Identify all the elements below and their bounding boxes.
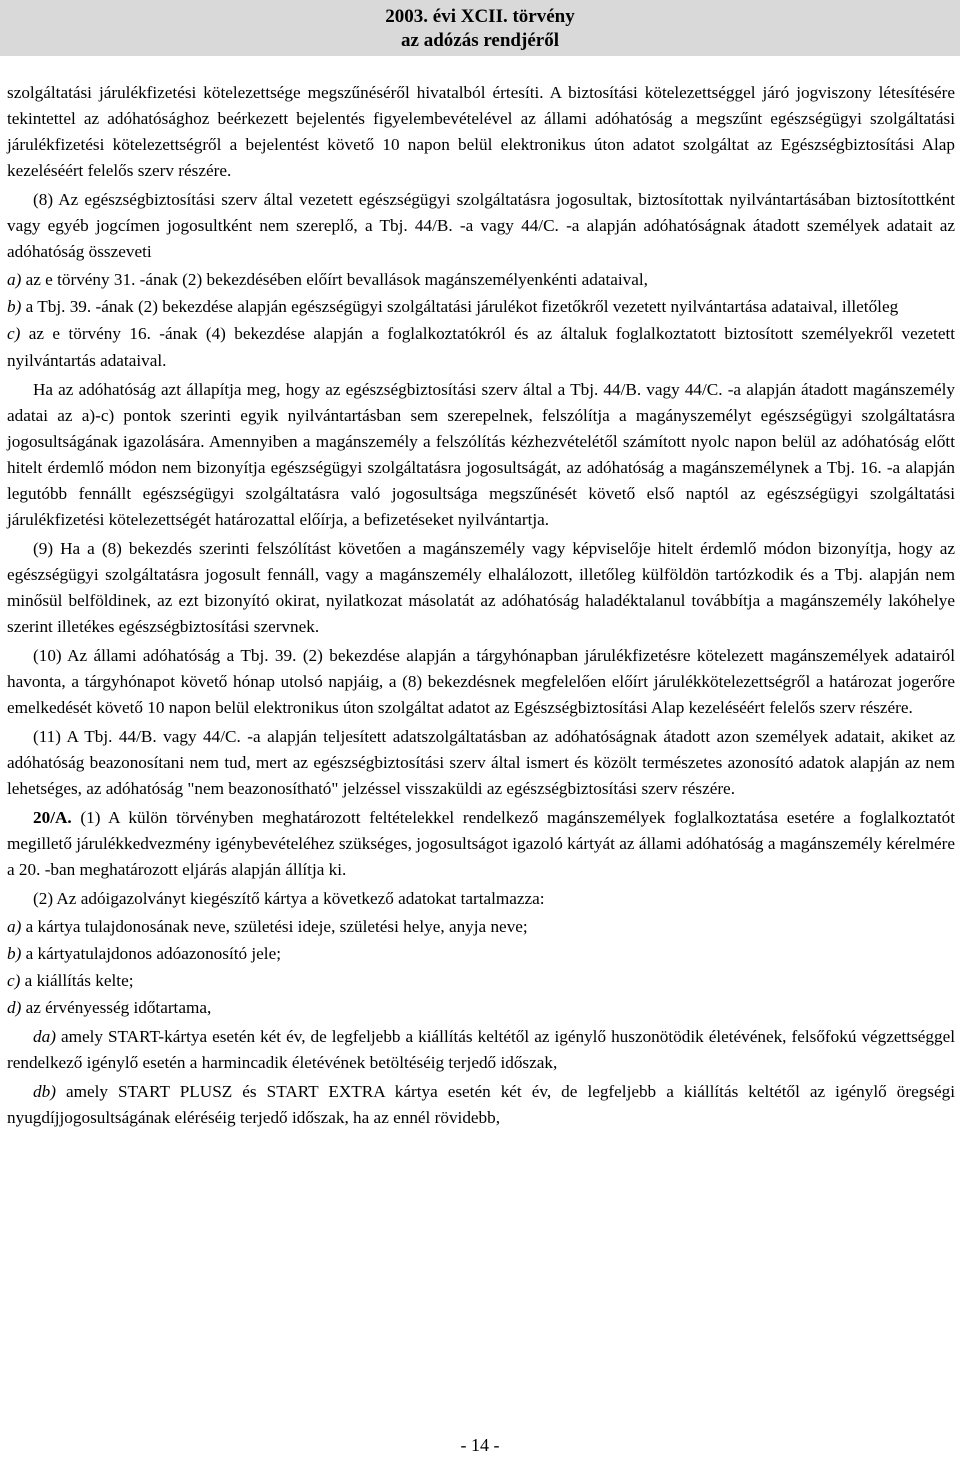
list-text: amely START-kártya esetén két év, de legfeljebb a kiállítás keltétől az igénylő huszonötödik életévének, felsőfokú végzettséggel rendelkező igénylő esetén a harmincadik életévének betöltéséig terjedő időszak, [7, 1027, 955, 1072]
list-label: a) [7, 270, 22, 289]
list-item-8c [7, 320, 955, 374]
section-20a [7, 805, 955, 883]
section-20a-2: (2) Az adóigazolványt kiegészítő kártya a következő adatokat tartalmazza: [33, 889, 545, 908]
list-label: c) [7, 324, 21, 343]
list-text: a Tbj. 39. -ának (2) bekezdése alapján egészségügyi szolgáltatási járulékot fizetőkről vezetett nyilvántartása adataival, illetőleg [21, 297, 899, 316]
header-law-subtitle: az adózás rendjéről [401, 30, 559, 51]
section-title: 20/A. [33, 808, 72, 827]
list-text: a kártyatulajdonos adóazonosító jele; [21, 944, 281, 963]
page-header [0, 0, 960, 56]
list-label: d) [7, 998, 22, 1017]
list-item-d [7, 994, 955, 1021]
paragraph-10: (10) Az állami adóhatóság a Tbj. 39. (2) bekezdése alapján a tárgyhónapban járulékfizetésre kötelezett magánszemélyek adatairól havonta, a tárgyhónapot követő hónap utolsó napjáig, a (8) bekezdésnek megfelelően előírt járulékkötelezettségről a határozat jogerőre emelkedését követő 10 napon belül elektronikus úton szolgáltat adatot az Egészségbiztosítási Alap kezeléséért felelős szerv részére. [7, 646, 955, 717]
list-item-8a [7, 266, 955, 293]
list-label: db) [33, 1082, 56, 1101]
list-item-db [7, 1079, 955, 1131]
list-label: b) [7, 297, 22, 316]
paragraph-8: (8) Az egészségbiztosítási szerv által vezetett egészségügyi szolgáltatásra jogosultak, biztosítottak nyilvántartásában biztosítottként vagy egyéb jogcímen jogosultként nem szereplő, a Tbj. 44/B. -a vagy 44/C. -a alapján adóhatóságnak átadott személyek adatait az adóhatóság összeveti [7, 190, 955, 261]
document-body [7, 80, 955, 1132]
list-label: a) [7, 917, 22, 936]
list-text: a kiállítás kelte; [20, 971, 134, 990]
list-label: c) [7, 971, 21, 990]
section-text: (1) A külön törvényben meghatározott feltételekkel rendelkező magánszemélyek foglalkoztatása esetére a foglalkoztatót megillető járulékkedvezmény igénybevételéhez szükséges, jogosultságot igazoló kártyát az állami adóhatóság a magánszemély kérelmére a 20. -ban meghatározott eljárás alapján állítja ki. [7, 808, 955, 879]
page-number: - 14 - [460, 1435, 500, 1455]
list-item-a [7, 913, 955, 940]
list-text: a kártya tulajdonosának neve, születési ideje, születési helye, anyja neve; [21, 917, 528, 936]
paragraph-continuation: szolgáltatási járulékfizetési kötelezettsége megszűnéséről hivatalból értesíti. A biztosítási kötelezettséggel járó jogviszony létesítésére tekintettel az adóhatósághoz beérkezett bejelentés figyelembevételével az állami adóhatóság a megszűnt egészségügyi szolgáltatási járulékfizetési kötelezettségről a bejelentést követő 10 napon belül elektronikus úton adatot szolgáltat az Egészségbiztosítási Alap kezeléséért felelős szerv részére. [7, 83, 955, 180]
list-item-8b [7, 293, 955, 320]
list-item-b [7, 940, 955, 967]
paragraph-11: (11) A Tbj. 44/B. vagy 44/C. -a alapján teljesített adatszolgáltatásban az adóhatóságnak átadott azon személyek adatait, akiket az adóhatóság beazonosítani nem tud, mert az egészségbiztosítási szerv által ismert és közölt természetes azonosító adatok alapján az nem lehetséges, az adóhatóság "nem beazonosítható" jelzéssel visszaküldi az egészségbiztosítási szerv részére. [7, 727, 955, 798]
header-law-title: 2003. évi XCII. törvény [385, 6, 575, 27]
list-item-da [7, 1024, 955, 1076]
paragraph-9: (9) Ha a (8) bekezdés szerinti felszólítást követően a magánszemély vagy képviselője hitelt érdemlő módon bizonyítja, hogy az egészségügyi szolgáltatásra jogosult fennáll, vagy a magánszemély elhalálozott, illetőleg külföldön tartózkodik és a Tbj. alapján nem minősül belföldinek, az ezt bizonyító okirat, nyilatkozat másolatát az adóhatóság haladéktalanul továbbítja a magánszemély lakóhelye szerint illetékes egészségbiztosítási szervnek. [7, 539, 955, 636]
list-text: amely START PLUSZ és START EXTRA kártya esetén két év, de legfeljebb a kiállítás keltétől az igénylő öregségi nyugdíjjogosultságának eléréséig terjedő időszak, ha az ennél rövidebb, [7, 1082, 955, 1127]
list-text: az e törvény 31. -ának (2) bekezdésében előírt bevallások magánszemélyenkénti adataival, [21, 270, 648, 289]
list-text: az e törvény 16. -ának (4) bekezdése alapján a foglalkoztatókról és az általuk foglalkoztatott biztosított személyekről vezetett nyilvántartás adataival. [7, 324, 955, 370]
list-item-c [7, 967, 955, 994]
list-text: az érvényesség időtartama, [21, 998, 212, 1017]
list-label: da) [33, 1027, 56, 1046]
list-label: b) [7, 944, 22, 963]
paragraph-8-continued: Ha az adóhatóság azt állapítja meg, hogy az egészségbiztosítási szerv által a Tbj. 44/B. vagy 44/C. -a alapján átadott magánszemély adatai az a)-c) pontok szerinti egyik nyilvántartásban sem szerepelnek, felszólítja a magányszemélyt egészségügyi szolgáltatásra jogosultságának igazolására. Amennyiben a magánszemély a felszólítás kézhezvételétől számított nyolc napon belül az adóhatóság előtt hitelt érdemlő módon nem bizonyítja egészségügyi szolgáltatásra jogosultságát, az adóhatóság a magánszemélynek a Tbj. 16. -a alapján legutóbb fennállt egészségügyi szolgáltatásra való jogosultsága megszűnését követő első naptól az egészségügyi szolgáltatási járulékfizetési kötelezettségét határozattal előírja, a befizetéseket nyilvántartja. [7, 380, 955, 529]
